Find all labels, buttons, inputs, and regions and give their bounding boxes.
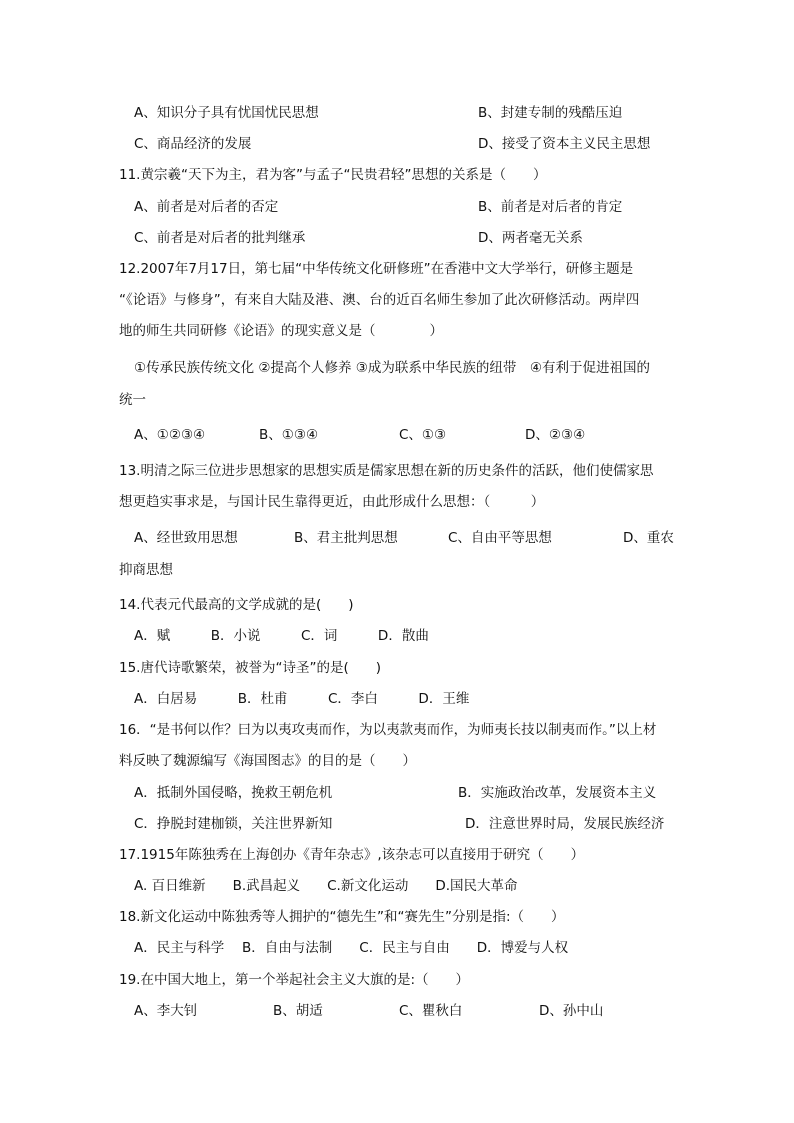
q18-options: A．民主与科学 B．自由与法制 C．民主与自由 D．博爱与人权 xyxy=(134,940,569,956)
q11-option-b: B、前者是对后者的肯定 xyxy=(478,199,623,215)
q12-items-line-1: ①传承民族传统文化 ②提高个人修养 ③成为联系中华民族的纽带 ④有利于促进祖国的 xyxy=(134,360,650,376)
q10-option-c: C、商品经济的发展 xyxy=(134,136,252,152)
q13-stem-line-1: 13.明清之际三位进步思想家的思想实质是儒家思想在新的历史条件的活跃，他们使儒家思 xyxy=(119,463,654,479)
q12-stem-line-2: “《论语》与修身”，有来自大陆及港、澳、台的近百名师生参加了此次研修活动。两岸四 xyxy=(119,292,640,308)
q13-option-d: D、重农 xyxy=(623,530,674,546)
q11-stem: 11.黄宗羲“天下为主，君为客”与孟子“民贵君轻”思想的关系是（ ） xyxy=(119,167,547,183)
q12-option-b: B、①③④ xyxy=(259,427,319,443)
q15-options: A．白居易 B．杜甫 C．李白 D．王维 xyxy=(134,691,470,707)
q13-option-b: B、君主批判思想 xyxy=(294,530,398,546)
q16-option-a: A．抵制外国侵略，挽救王朝危机 xyxy=(134,785,333,801)
q14-stem: 14.代表元代最高的文学成就的是( ) xyxy=(119,597,354,613)
q16-option-b: B．实施政治改革，发展资本主义 xyxy=(458,785,657,801)
q13-option-c: C、自由平等思想 xyxy=(448,530,552,546)
q19-option-b: B、胡适 xyxy=(273,1003,323,1019)
q19-option-c: C、瞿秋白 xyxy=(399,1003,463,1019)
q17-stem: 17.1915年陈独秀在上海创办《青年杂志》,该杂志可以直接用于研究（ ） xyxy=(119,847,585,863)
q12-option-c: C、①③ xyxy=(399,427,447,443)
q10-option-b: B、封建专制的残酷压迫 xyxy=(478,105,623,121)
q11-option-d: D、两者毫无关系 xyxy=(478,230,583,246)
q19-option-a: A、李大钊 xyxy=(134,1003,198,1019)
q12-items-line-2: 统一 xyxy=(119,392,146,408)
q13-stem-line-2: 想更趋实事求是，与国计民生靠得更近，由此形成什么思想：（ ） xyxy=(119,494,545,510)
q13-option-d-continued: 抑商思想 xyxy=(119,562,173,578)
q14-options: A．赋 B．小说 C．词 D．散曲 xyxy=(134,628,429,644)
q15-stem: 15.唐代诗歌繁荣，被誉为“诗圣”的是( ) xyxy=(119,660,381,676)
q19-option-d: D、孙中山 xyxy=(539,1003,604,1019)
q16-stem-line-1: 16．“是书何以作？曰为以夷攻夷而作，为以夷款夷而作，为师夷长技以制夷而作。”以上材 xyxy=(119,722,657,738)
q10-option-d: D、接受了资本主义民主思想 xyxy=(478,136,651,152)
q11-option-a: A、前者是对后者的否定 xyxy=(134,199,279,215)
q16-stem-line-2: 料反映了魏源编写《海国图志》的目的是（ ） xyxy=(119,753,416,769)
q10-option-a: A、知识分子具有忧国忧民思想 xyxy=(134,105,319,121)
q19-stem: 19.在中国大地上，第一个举起社会主义大旗的是:（ ） xyxy=(119,972,470,988)
q18-stem: 18.新文化运动中陈独秀等人拥护的“德先生”和“赛先生”分别是指:（ ） xyxy=(119,909,565,925)
q12-option-a: A、①②③④ xyxy=(134,427,206,443)
q16-option-c: C．挣脱封建枷锁，关注世界新知 xyxy=(134,816,333,832)
q12-stem-line-3: 地的师生共同研修《论语》的现实意义是（ ） xyxy=(119,323,443,339)
q12-stem-line-1: 12.2007年7月17日，第七届“中华传统文化研修班”在香港中文大学举行，研修主题是 xyxy=(119,261,634,277)
q12-option-d: D、②③④ xyxy=(525,427,586,443)
q16-option-d: D．注意世界时局，发展民族经济 xyxy=(465,816,665,832)
q17-options: A. 百日维新 B.武昌起义 C.新文化运动 D.国民大革命 xyxy=(134,878,518,894)
q13-option-a: A、经世致用思想 xyxy=(134,530,238,546)
q11-option-c: C、前者是对后者的批判继承 xyxy=(134,230,306,246)
